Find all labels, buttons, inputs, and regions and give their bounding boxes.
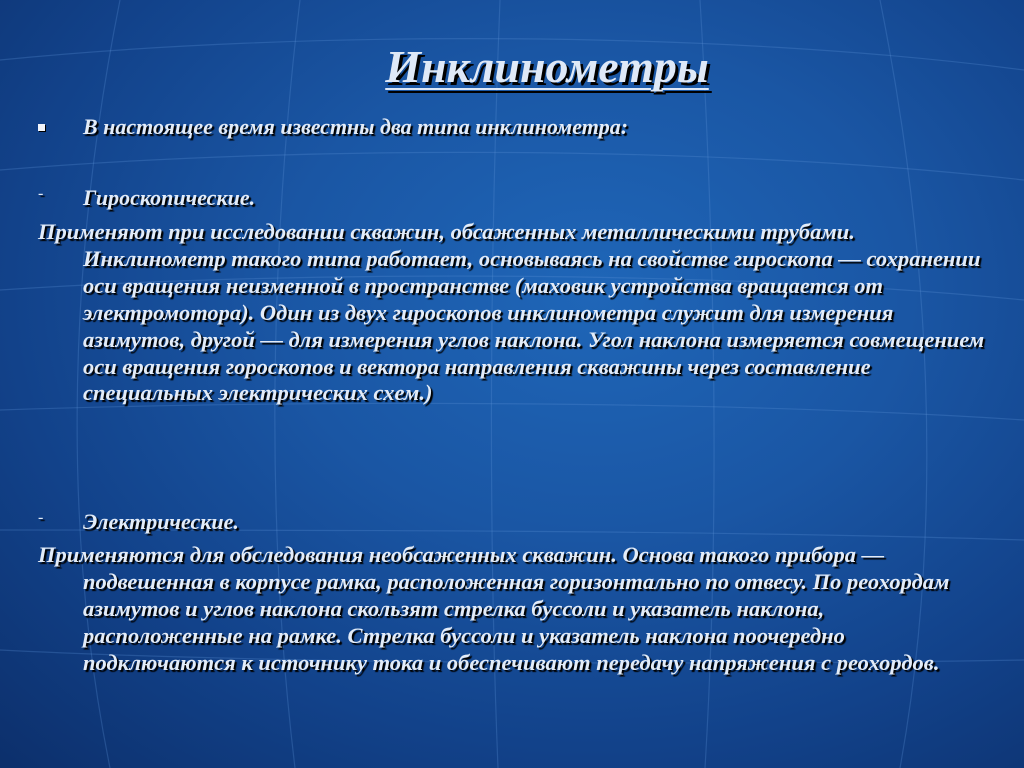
square-bullet-icon [38, 124, 45, 131]
section-paragraph: Применяют при исследовании скважин, обсаженных металлическими трубами. Инклинометр такого типа работает, основываясь на свойстве гироскопа — сохранении оси вращения неизменной в пространстве (маховик устройства вращается от электромотора). Один из двух гироскопов инклинометра служит для измерения азимутов, другой — для измерения углов наклона. Угол наклона измеряется совмещением оси вращения гороскопов и вектора направления скважины через составление специальных электрических схем.) [38, 219, 985, 406]
section-paragraph: Применяются для обследования необсаженных скважин. Основа такого прибора — подвешенная в корпусе рамка, расположенная горизонтально по отвесу. По реохордам азимутов и углов наклона скользят стрелка буссоли и указатель наклона, расположенные на рамке. Стрелка буссоли и указатель наклона поочередно подключаются к источнику тока и обеспечивают передачу напряжения с реохордов. [38, 542, 950, 675]
section-heading: Электрические. [83, 509, 239, 534]
section-heading: Гироскопические. [83, 185, 256, 210]
intro-text: В настоящее время известны два типа инклинометра: [83, 114, 629, 139]
slide-title: Инклинометры [385, 41, 709, 92]
dash-bullet-icon: - [38, 185, 44, 202]
dash-bullet-icon: - [38, 509, 44, 526]
